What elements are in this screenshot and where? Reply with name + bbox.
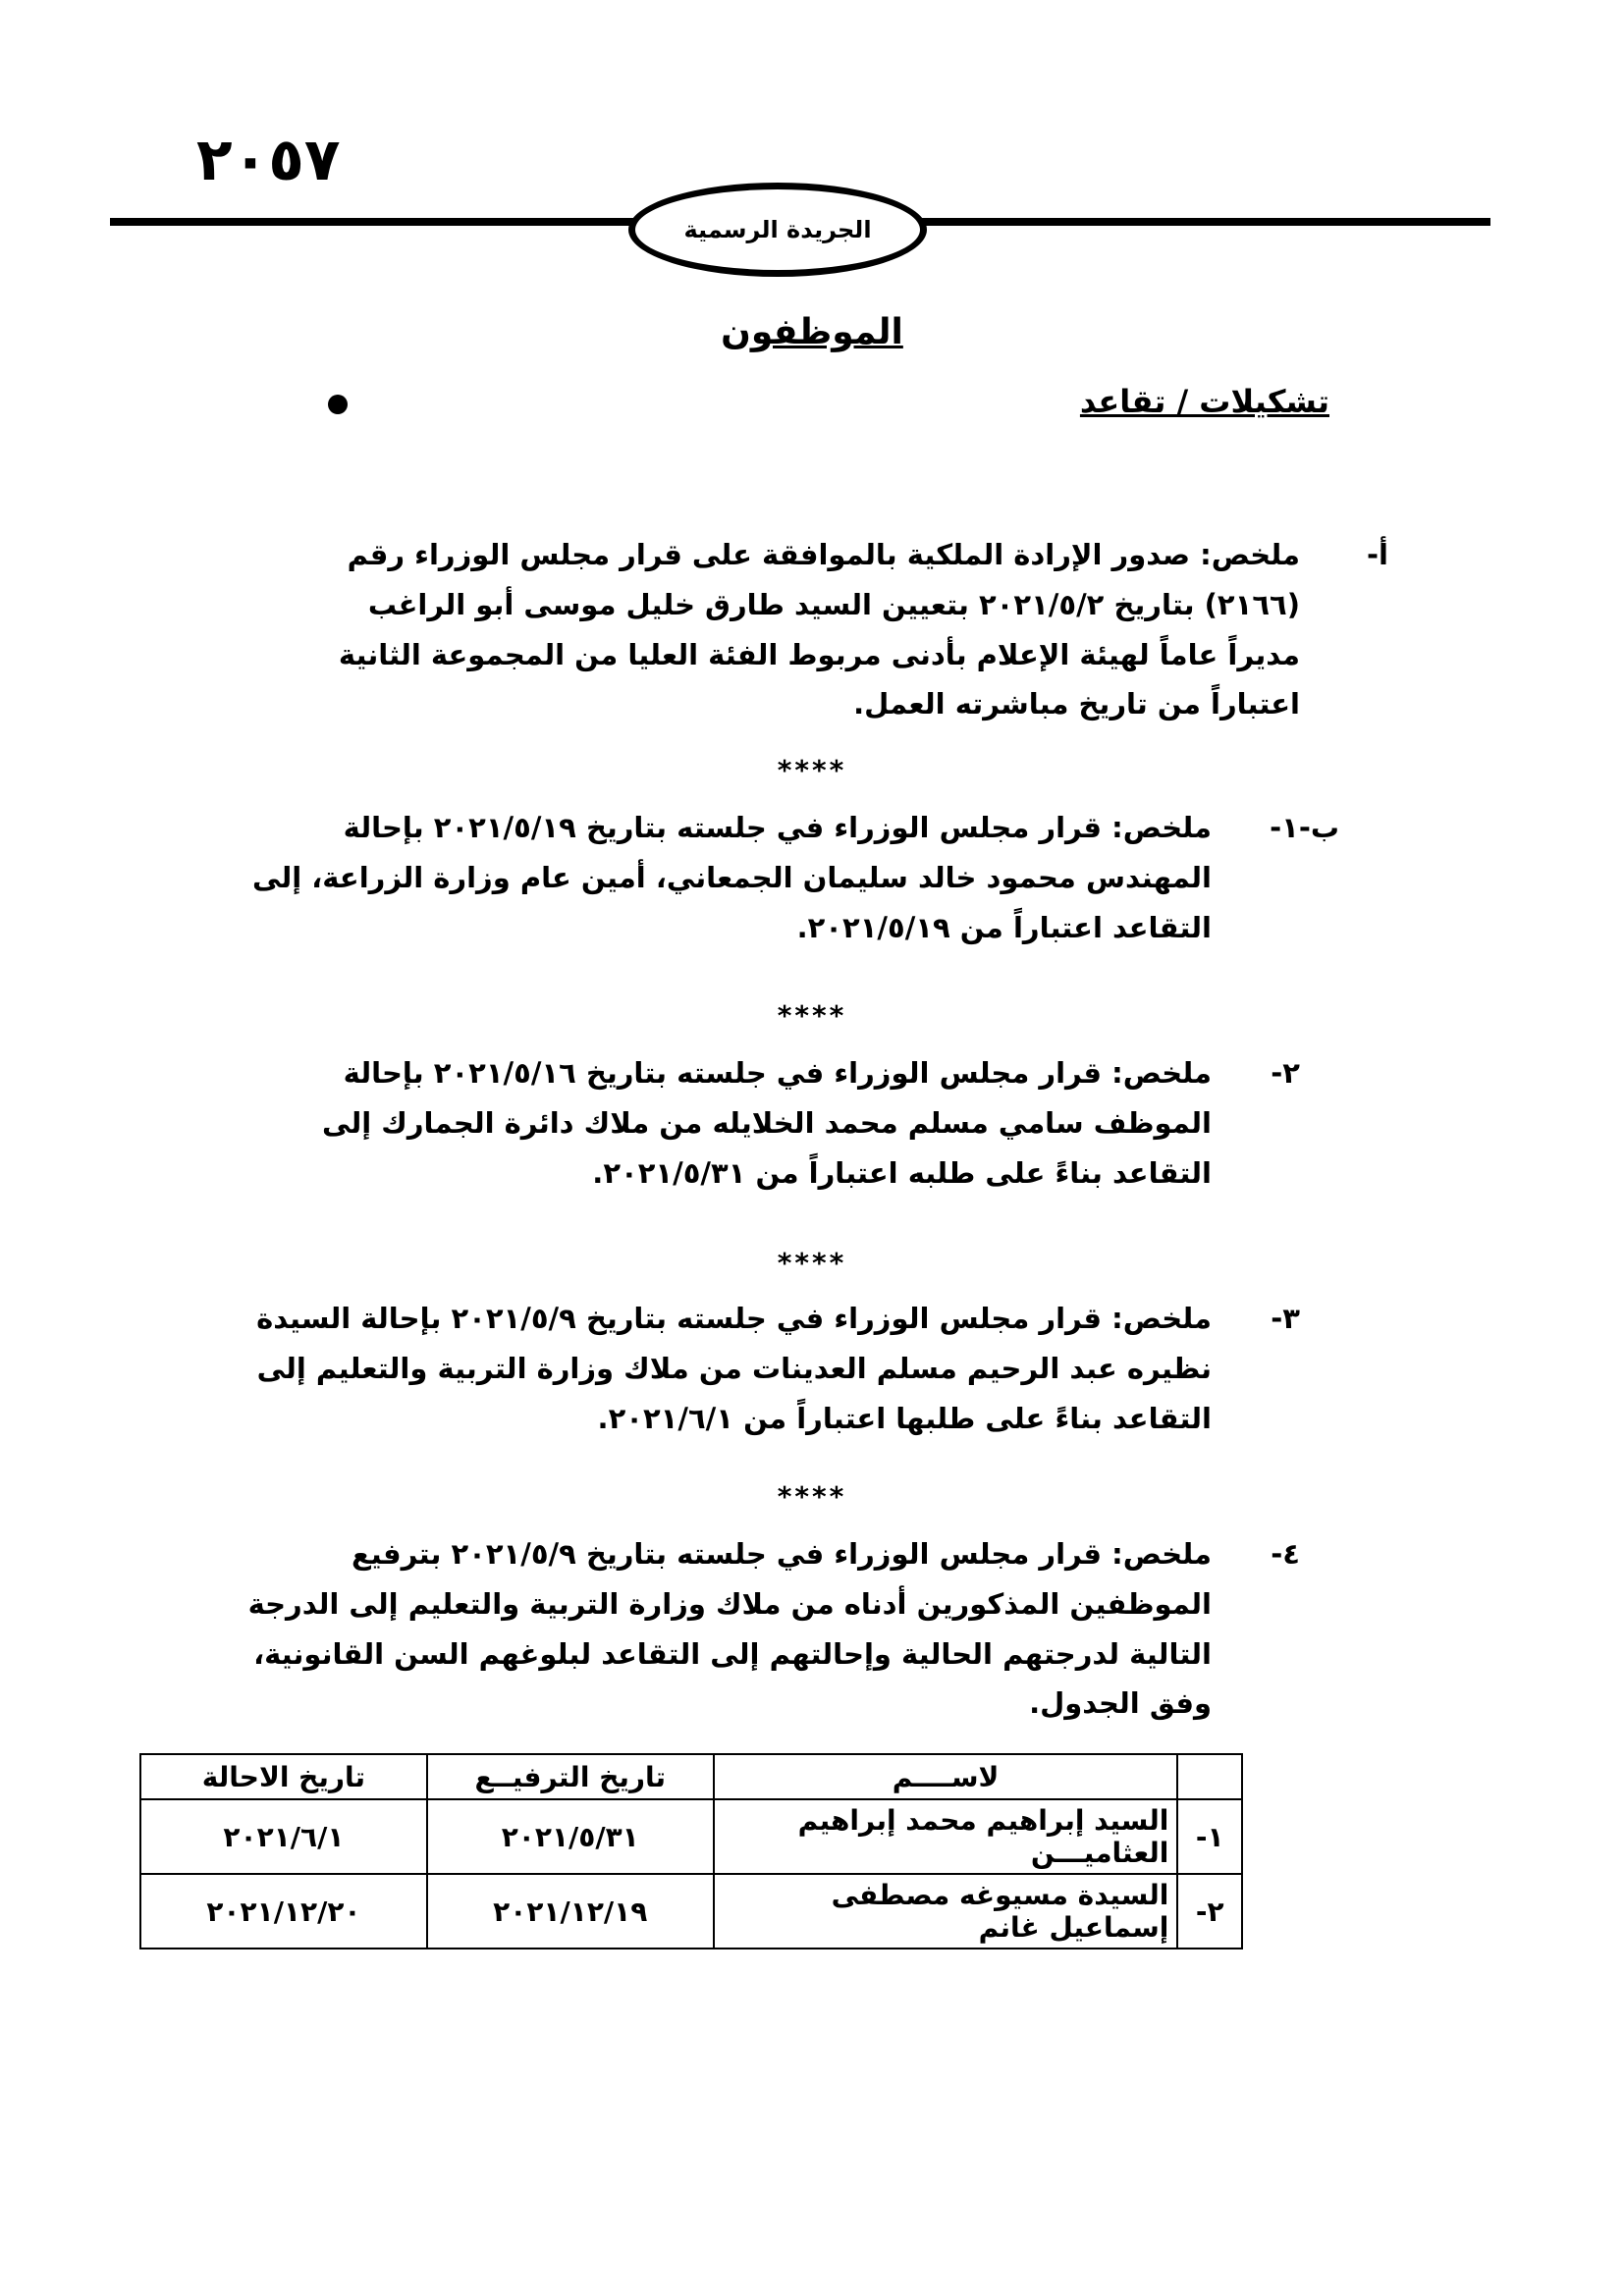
item-b2-summary: ملخص: قرار مجلس الوزراء في جلسته بتاريخ ٢٠٢١/٥/١٦ بإحالة الموظف سامي مسلم محمد الخلايله من ملاك دائرة الجمارك إلى التقاعد بناءً على طلبه اعتباراً من ٢٠٢١/٥/٣١. xyxy=(321,1056,1212,1190)
separator: **** xyxy=(777,1247,847,1279)
row-promotion-date: ٢٠٢١/٥/٣١ xyxy=(427,1799,714,1874)
item-a xyxy=(318,530,1388,729)
section-title: الموظفون xyxy=(721,312,903,352)
row-promotion-date: ٢٠٢١/١٢/١٩ xyxy=(427,1874,714,1949)
item-b2-label: ٢- xyxy=(1271,1056,1300,1090)
table-row xyxy=(140,1874,1242,1949)
table-row xyxy=(140,1799,1242,1874)
separator: **** xyxy=(777,1480,847,1513)
gazette-name: الجريدة الرسمية xyxy=(683,216,872,243)
header-promotion-date: تاريخ الترفيــع xyxy=(427,1754,714,1799)
item-b4 xyxy=(230,1529,1300,1729)
row-retirement-date: ٢٠٢١/١٢/٢٠ xyxy=(140,1874,427,1949)
item-b3-label: ٣- xyxy=(1271,1302,1300,1335)
item-b4-summary: ملخص: قرار مجلس الوزراء في جلسته بتاريخ ٢٠٢١/٥/٩ بترفيع الموظفين المذكورين أدناه من ملاك وزارة التربية والتعليم إلى الدرجة التالية لدرجتهم الحالية وإحالتهم إلى التقاعد لبلوغهم السن القانونية، وفق الجدول. xyxy=(247,1537,1212,1721)
item-a-label: أ- xyxy=(1367,538,1388,571)
item-b1 xyxy=(230,803,1339,952)
item-b2 xyxy=(230,1048,1300,1198)
separator: **** xyxy=(777,999,847,1032)
item-b3 xyxy=(230,1294,1300,1443)
header-retirement-date: تاريخ الاحالة xyxy=(140,1754,427,1799)
header-name: لاســــم xyxy=(714,1754,1178,1799)
row-number: ٢- xyxy=(1177,1874,1242,1949)
separator: **** xyxy=(777,754,847,786)
row-name: السيد إبراهيم محمد إبراهيم العثاميـــن xyxy=(714,1799,1178,1874)
header-number xyxy=(1177,1754,1242,1799)
item-b1-label: ب-١- xyxy=(1270,811,1339,844)
item-b1-summary: ملخص: قرار مجلس الوزراء في جلسته بتاريخ ٢٠٢١/٥/١٩ بإحالة المهندس محمود خالد سليمان الجمعاني، أمين عام وزارة الزراعة، إلى التقاعد اعتباراً من ٢٠٢١/٥/١٩. xyxy=(252,811,1212,944)
item-b3-summary: ملخص: قرار مجلس الوزراء في جلسته بتاريخ ٢٠٢١/٥/٩ بإحالة السيدة نظيره عبد الرحيم مسلم العدينات من ملاك وزارة التربية والتعليم إلى التقاعد بناءً على طلبها اعتباراً من ٢٠٢١/٦/١. xyxy=(256,1302,1212,1435)
gazette-masthead xyxy=(628,183,927,277)
row-number: ١- xyxy=(1177,1799,1242,1874)
page-number: ٢٠٥٧ xyxy=(196,126,341,194)
row-retirement-date: ٢٠٢١/٦/١ xyxy=(140,1799,427,1874)
row-name: السيدة مسيوغه مصطفى إسماعيل غانم xyxy=(714,1874,1178,1949)
item-b4-label: ٤- xyxy=(1271,1537,1300,1571)
promotion-retirement-table xyxy=(139,1753,1243,1949)
item-a-summary: ملخص: صدور الإرادة الملكية بالموافقة على قرار مجلس الوزراء رقم (٢١٦٦) بتاريخ ٢٠٢١/٥/٢ بتعيين السيد طارق خليل موسى أبو الراغب مديراً عاماً لهيئة الإعلام بأدنى مربوط الفئة العليا من المجموعة الثانية اعتباراً من تاريخ مباشرته العمل. xyxy=(338,538,1300,721)
table-header-row xyxy=(140,1754,1242,1799)
subtitle: تشكيلات / تقاعد xyxy=(1079,383,1329,420)
bullet-icon xyxy=(328,395,348,414)
